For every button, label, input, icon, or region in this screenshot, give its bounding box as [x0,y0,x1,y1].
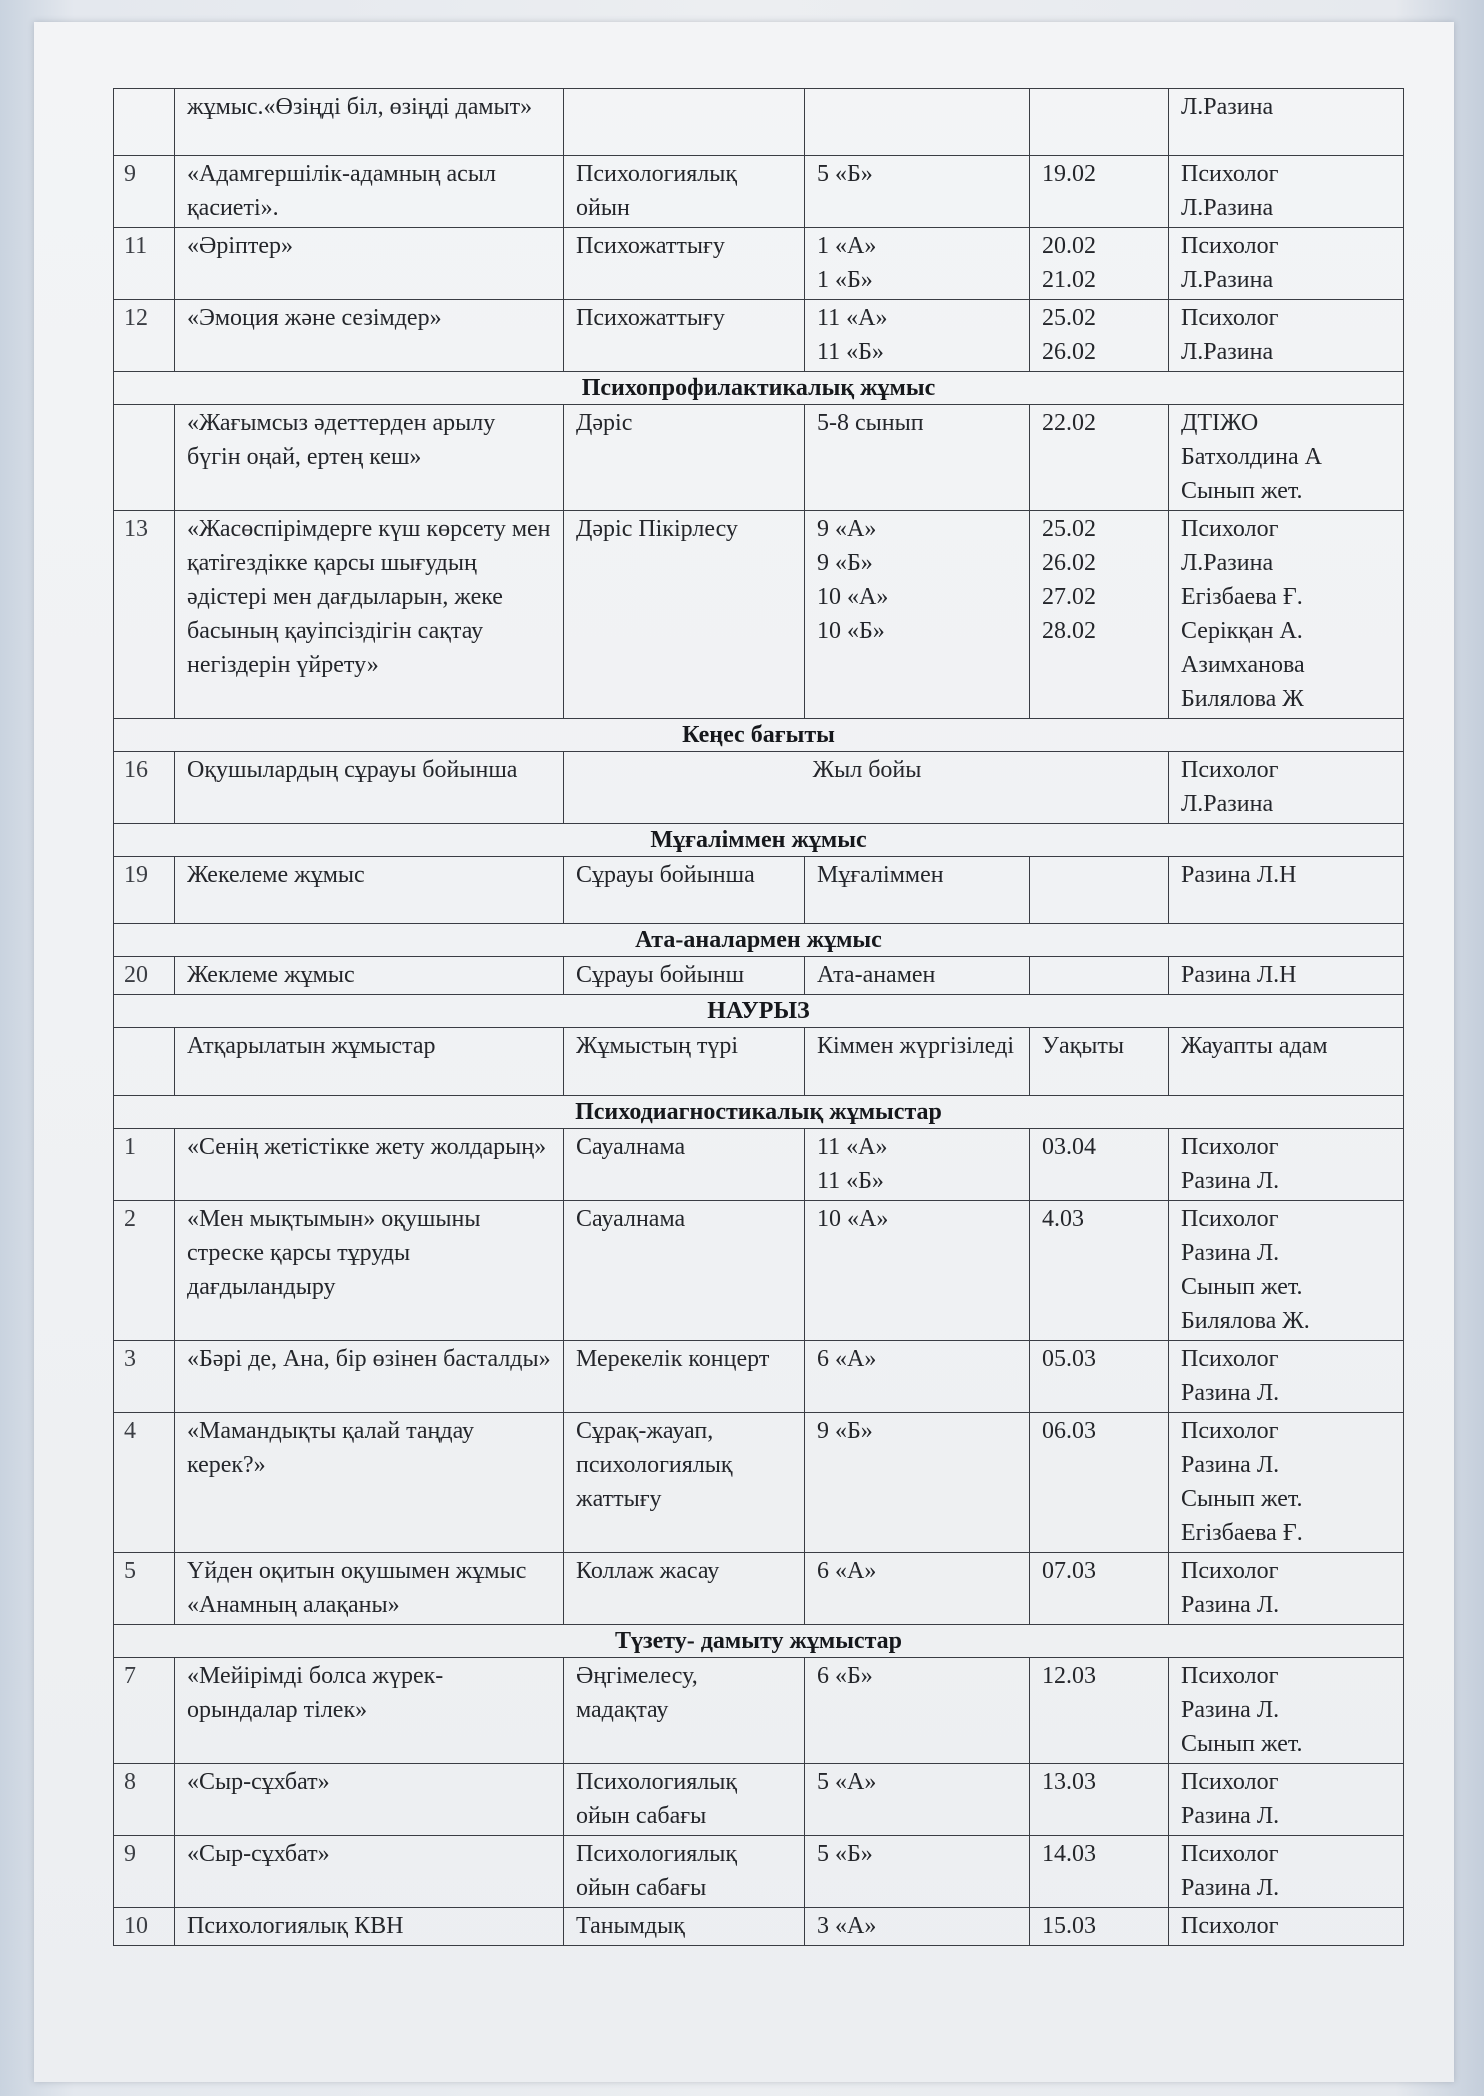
responsible-cell [1169,1764,1404,1836]
section-heading: Кеңес бағыты [114,719,1404,752]
responsible-cell [1169,957,1404,995]
activity-form-cell [564,156,805,228]
activity-title: «Жасөспірімдерге күш көрсету мен қатігездікке қарсы шығудың әдістері мен дағдыларын, жеке басының қауіпсіздігін сақтау негіздерін үйрету» [187,516,551,678]
responsible-line: Жауапты адам [1181,1033,1328,1059]
participants-cell [805,1764,1030,1836]
date-cell [1030,1658,1169,1764]
section-heading: Психопрофилактикалық жұмыс [114,372,1404,405]
activity-title: Жекелеме жұмыс [187,862,365,888]
activity-title-cell [175,228,564,300]
responsible-line: Психолог [1181,1913,1279,1939]
column-header-row [114,1028,1404,1096]
activity-title: «Бәрі де, Ана, бір өзінен басталды» [187,1346,551,1372]
responsible-line: Разина Л. [1181,1452,1280,1478]
participants-line: 6 «Б» [817,1663,873,1689]
participants-line: 6 «А» [817,1558,877,1584]
table-row [114,1129,1404,1201]
responsible-cell [1169,857,1404,924]
table-row [114,156,1404,228]
span-text-cell: Жыл бойы [564,752,1169,824]
date-cell [1030,1129,1169,1201]
date-cell [1030,1908,1169,1946]
row-number-cell: 8 [114,1764,175,1836]
date-line: Уақыты [1042,1033,1125,1059]
participants-line: 11 «А» [817,1134,888,1160]
activity-form: Әңгімелесу, мадақтау [576,1663,698,1723]
table-row [114,1764,1404,1836]
table-row [114,1658,1404,1764]
responsible-line: Психолог [1181,161,1279,187]
table-row [114,1553,1404,1625]
date-cell [1030,405,1169,511]
participants-cell [805,1908,1030,1946]
participants-line: 11 «А» [817,305,888,331]
participants-line: 9 «Б» [817,1418,873,1444]
responsible-line: Серікқан А. [1181,618,1303,644]
date-line: 06.03 [1042,1418,1096,1444]
date-line: 26.02 [1042,339,1096,365]
date-cell [1030,957,1169,995]
activity-title: «Сенің жетістікке жету жолдарың» [187,1134,547,1160]
participants-line: 5-8 сынып [817,410,924,436]
activity-form: Психологиялық ойын сабағы [576,1841,738,1901]
participants-line: Ата-анамен [817,962,936,988]
responsible-line: Психолог [1181,1558,1279,1584]
responsible-line: Разина Л. [1181,1875,1280,1901]
activity-title-cell [175,1908,564,1946]
activity-title-cell [175,511,564,719]
activity-title-cell [175,1658,564,1764]
section-heading: Мұғаліммен жұмыс [114,824,1404,857]
activity-form-cell [564,511,805,719]
responsible-cell [1169,1201,1404,1341]
activity-form-cell [564,228,805,300]
table-row [114,1413,1404,1553]
responsible-line: Психолог [1181,1769,1279,1795]
responsible-cell [1169,752,1404,824]
row-number-cell [114,405,175,511]
row-number-cell: 1 [114,1129,175,1201]
section-row [114,924,1404,957]
row-number-cell: 3 [114,1341,175,1413]
table-row [114,957,1404,995]
participants-line: 5 «А» [817,1769,877,1795]
date-line: 27.02 [1042,584,1096,610]
participants-line: 11 «Б» [817,339,884,365]
activity-form: Психожаттығу [576,233,725,259]
participants-line: 5 «Б» [817,161,873,187]
activity-title: Оқушылардың сұрауы бойынша [187,757,518,783]
participants-line: 5 «Б» [817,1841,873,1867]
activity-form: Сұрауы бойынш [576,962,745,988]
participants-cell [805,957,1030,995]
activity-title-cell [175,1129,564,1201]
date-cell [1030,89,1169,156]
responsible-cell [1169,228,1404,300]
date-line: 03.04 [1042,1134,1096,1160]
activity-title-cell [175,957,564,995]
activity-title-cell [175,300,564,372]
row-number-cell: 2 [114,1201,175,1341]
activity-title-cell [175,1413,564,1553]
activity-title-cell [175,89,564,156]
participants-cell [805,1341,1030,1413]
activity-title: «Адамгершілік-адамның асыл қасиеті». [187,161,496,221]
table-row [114,752,1404,824]
date-line: 13.03 [1042,1769,1096,1795]
activity-title: «Сыр-сұхбат» [187,1841,330,1867]
participants-line: 10 «А» [817,1206,889,1232]
activity-form-cell [564,957,805,995]
activity-title-cell [175,405,564,511]
date-cell [1030,228,1169,300]
row-number-cell [114,89,175,156]
responsible-line: Билялова Ж. [1181,1308,1310,1334]
participants-line: 10 «А» [817,584,889,610]
row-number-cell: 5 [114,1553,175,1625]
participants-cell [805,89,1030,156]
participants-line: 6 «А» [817,1346,877,1372]
date-line: 22.02 [1042,410,1096,436]
section-heading: НАУРЫЗ [114,995,1404,1028]
date-line: 4.03 [1042,1206,1084,1232]
activity-form-cell [564,1658,805,1764]
participants-cell [805,156,1030,228]
responsible-cell [1169,1413,1404,1553]
activity-form: Сауалнама [576,1206,686,1232]
section-row [114,995,1404,1028]
activity-form-cell [564,300,805,372]
table-row [114,1201,1404,1341]
activity-title: «Жағымсыз әдеттерден арылу бүгін оңай, ертең кеш» [187,410,496,470]
date-cell [1030,1764,1169,1836]
date-line: 15.03 [1042,1913,1096,1939]
responsible-line: Егізбаева Ғ. [1181,1520,1303,1546]
activity-form: Мерекелік концерт [576,1346,770,1372]
section-row [114,719,1404,752]
date-cell [1030,1341,1169,1413]
responsible-line: Психолог [1181,233,1279,259]
activity-form: Коллаж жасау [576,1558,720,1584]
responsible-line: Разина Л.Н [1181,862,1297,888]
responsible-line: Психолог [1181,1418,1279,1444]
responsible-cell [1169,511,1404,719]
section-row [114,372,1404,405]
row-number-cell: 11 [114,228,175,300]
participants-cell [805,857,1030,924]
activity-form: Психологиялық ойын [576,161,738,221]
activity-title-cell [175,1201,564,1341]
responsible-line: Билялова Ж [1181,686,1304,712]
activity-form-cell [564,1028,805,1096]
responsible-line: Разина Л.Н [1181,962,1297,988]
responsible-cell [1169,1028,1404,1096]
responsible-line: Сынып жет. [1181,1731,1303,1757]
date-line: 07.03 [1042,1558,1096,1584]
date-cell [1030,300,1169,372]
table-row [114,511,1404,719]
responsible-line: Л.Разина [1181,791,1274,817]
participants-line: 9 «Б» [817,550,873,576]
date-line: 25.02 [1042,516,1096,542]
row-number-cell: 12 [114,300,175,372]
activity-form: Сұрауы бойынша [576,862,755,888]
activity-form-cell [564,857,805,924]
participants-cell [805,511,1030,719]
participants-cell [805,300,1030,372]
responsible-line: Разина Л. [1181,1592,1280,1618]
responsible-line: Разина Л. [1181,1240,1280,1266]
participants-cell [805,1201,1030,1341]
row-number-cell [114,1028,175,1096]
activity-form: Танымдық [576,1913,685,1939]
activity-form-cell [564,405,805,511]
participants-cell [805,1028,1030,1096]
responsible-line: Разина Л. [1181,1803,1280,1829]
activity-title: «Эмоция және сезімдер» [187,305,442,331]
row-number-cell: 20 [114,957,175,995]
participants-cell [805,405,1030,511]
activity-title: Атқарылатын жұмыстар [187,1033,436,1059]
activity-title: Жеклеме жұмыс [187,962,355,988]
responsible-line: Л.Разина [1181,195,1274,221]
activity-title: Психологиялық КВН [187,1913,404,1939]
section-row [114,1096,1404,1129]
date-cell [1030,1836,1169,1908]
activity-title: «Мен мықтымын» оқушыны стреске қарсы тұруды дағдыландыру [187,1206,481,1300]
section-row [114,1625,1404,1658]
responsible-cell [1169,300,1404,372]
participants-cell [805,1836,1030,1908]
date-line: 12.03 [1042,1663,1096,1689]
activity-title-cell [175,752,564,824]
activity-title: «Сыр-сұхбат» [187,1769,330,1795]
participants-line: 10 «Б» [817,618,885,644]
activity-title-cell [175,1028,564,1096]
table-row [114,1908,1404,1946]
responsible-line: Л.Разина [1181,339,1274,365]
activity-form-cell [564,1413,805,1553]
responsible-cell [1169,1908,1404,1946]
responsible-cell [1169,1129,1404,1201]
activity-form-cell [564,1341,805,1413]
section-heading: Түзету- дамыту жұмыстар [114,1625,1404,1658]
responsible-line: Разина Л. [1181,1380,1280,1406]
date-line: 28.02 [1042,618,1096,644]
row-number-cell: 10 [114,1908,175,1946]
activity-form-cell [564,1129,805,1201]
date-line: 21.02 [1042,267,1096,293]
date-line: 25.02 [1042,305,1096,331]
participants-cell [805,1658,1030,1764]
responsible-line: Психолог [1181,1841,1279,1867]
plan-table [113,88,1404,1946]
date-cell [1030,1553,1169,1625]
row-number-cell: 9 [114,156,175,228]
table-row [114,405,1404,511]
activity-form: Дәріс Пікірлесу [576,516,738,542]
date-line: 19.02 [1042,161,1096,187]
section-row [114,824,1404,857]
responsible-line: Психолог [1181,1663,1279,1689]
activity-title-cell [175,156,564,228]
responsible-line: Психолог [1181,1346,1279,1372]
responsible-line: Сынып жет. [1181,1274,1303,1300]
responsible-line: Сынып жет. [1181,478,1303,504]
activity-form: Жұмыстың түрі [576,1033,739,1059]
section-heading: Психодиагностикалық жұмыстар [114,1096,1404,1129]
activity-title-cell [175,1764,564,1836]
table-row [114,1836,1404,1908]
responsible-line: Сынып жет. [1181,1486,1303,1512]
date-cell [1030,1028,1169,1096]
row-number-cell: 13 [114,511,175,719]
participants-line: 1 «Б» [817,267,873,293]
activity-form: Психожаттығу [576,305,725,331]
responsible-line: Психолог [1181,516,1279,542]
table-row [114,228,1404,300]
participants-cell [805,1553,1030,1625]
activity-title: жұмыс.«Өзіңді біл, өзіңді дамыт» [187,94,533,120]
responsible-line: Разина Л. [1181,1697,1280,1723]
section-heading: Ата-аналармен жұмыс [114,924,1404,957]
activity-form-cell [564,89,805,156]
activity-title: «Мамандықты қалай таңдау керек?» [187,1418,475,1478]
activity-title: «Әріптер» [187,233,293,259]
responsible-line: Разина Л. [1181,1168,1280,1194]
activity-form-cell [564,1908,805,1946]
activity-form: Сауалнама [576,1134,686,1160]
participants-line: 9 «А» [817,516,877,542]
responsible-line: Психолог [1181,305,1279,331]
activity-title-cell [175,857,564,924]
responsible-line: Азимханова [1181,652,1305,678]
activity-title-cell [175,1341,564,1413]
activity-form-cell [564,1764,805,1836]
table-row [114,89,1404,156]
activity-form-cell [564,1836,805,1908]
activity-title: Үйден оқитын оқушымен жұмыс «Анамның алақаны» [187,1558,527,1618]
date-cell [1030,511,1169,719]
responsible-line: Психолог [1181,1206,1279,1232]
participants-line: Мұғаліммен [817,862,944,888]
participants-line: Кіммен жүргізіледі [817,1033,1014,1059]
responsible-line: Психолог [1181,1134,1279,1160]
activity-title-cell [175,1553,564,1625]
row-number-cell: 9 [114,1836,175,1908]
activity-form: Дәріс [576,410,633,436]
responsible-line: Егізбаева Ғ. [1181,584,1303,610]
responsible-line: Л.Разина [1181,550,1274,576]
responsible-cell [1169,405,1404,511]
activity-form: Психологиялық ойын сабағы [576,1769,738,1829]
date-line: 26.02 [1042,550,1096,576]
responsible-cell [1169,1553,1404,1625]
date-cell [1030,156,1169,228]
row-number-cell: 16 [114,752,175,824]
activity-form-cell [564,1201,805,1341]
date-line: 20.02 [1042,233,1096,259]
participants-line: 11 «Б» [817,1168,884,1194]
responsible-cell [1169,1836,1404,1908]
table-row [114,857,1404,924]
date-cell [1030,857,1169,924]
date-line: 05.03 [1042,1346,1096,1372]
responsible-line: Л.Разина [1181,267,1274,293]
activity-form-cell [564,1553,805,1625]
responsible-line: ДТІЖО [1181,410,1259,436]
date-cell [1030,1201,1169,1341]
responsible-line: Психолог [1181,757,1279,783]
responsible-cell [1169,1658,1404,1764]
date-line: 14.03 [1042,1841,1096,1867]
plan-table-body [114,89,1404,1946]
row-number-cell: 7 [114,1658,175,1764]
participants-line: 3 «А» [817,1913,877,1939]
participants-cell [805,1413,1030,1553]
responsible-line: Л.Разина [1181,94,1274,120]
participants-cell [805,1129,1030,1201]
activity-form: Сұрақ-жауап, психологиялық жаттығу [576,1418,733,1512]
table-row [114,1341,1404,1413]
participants-cell [805,228,1030,300]
row-number-cell: 19 [114,857,175,924]
activity-title-cell [175,1836,564,1908]
row-number-cell: 4 [114,1413,175,1553]
responsible-line: Батхолдина А [1181,444,1322,470]
date-cell [1030,1413,1169,1553]
responsible-cell [1169,89,1404,156]
activity-title: «Мейірімді болса жүрек-орындалар тілек» [187,1663,444,1723]
responsible-cell [1169,156,1404,228]
responsible-cell [1169,1341,1404,1413]
participants-line: 1 «А» [817,233,877,259]
table-row [114,300,1404,372]
